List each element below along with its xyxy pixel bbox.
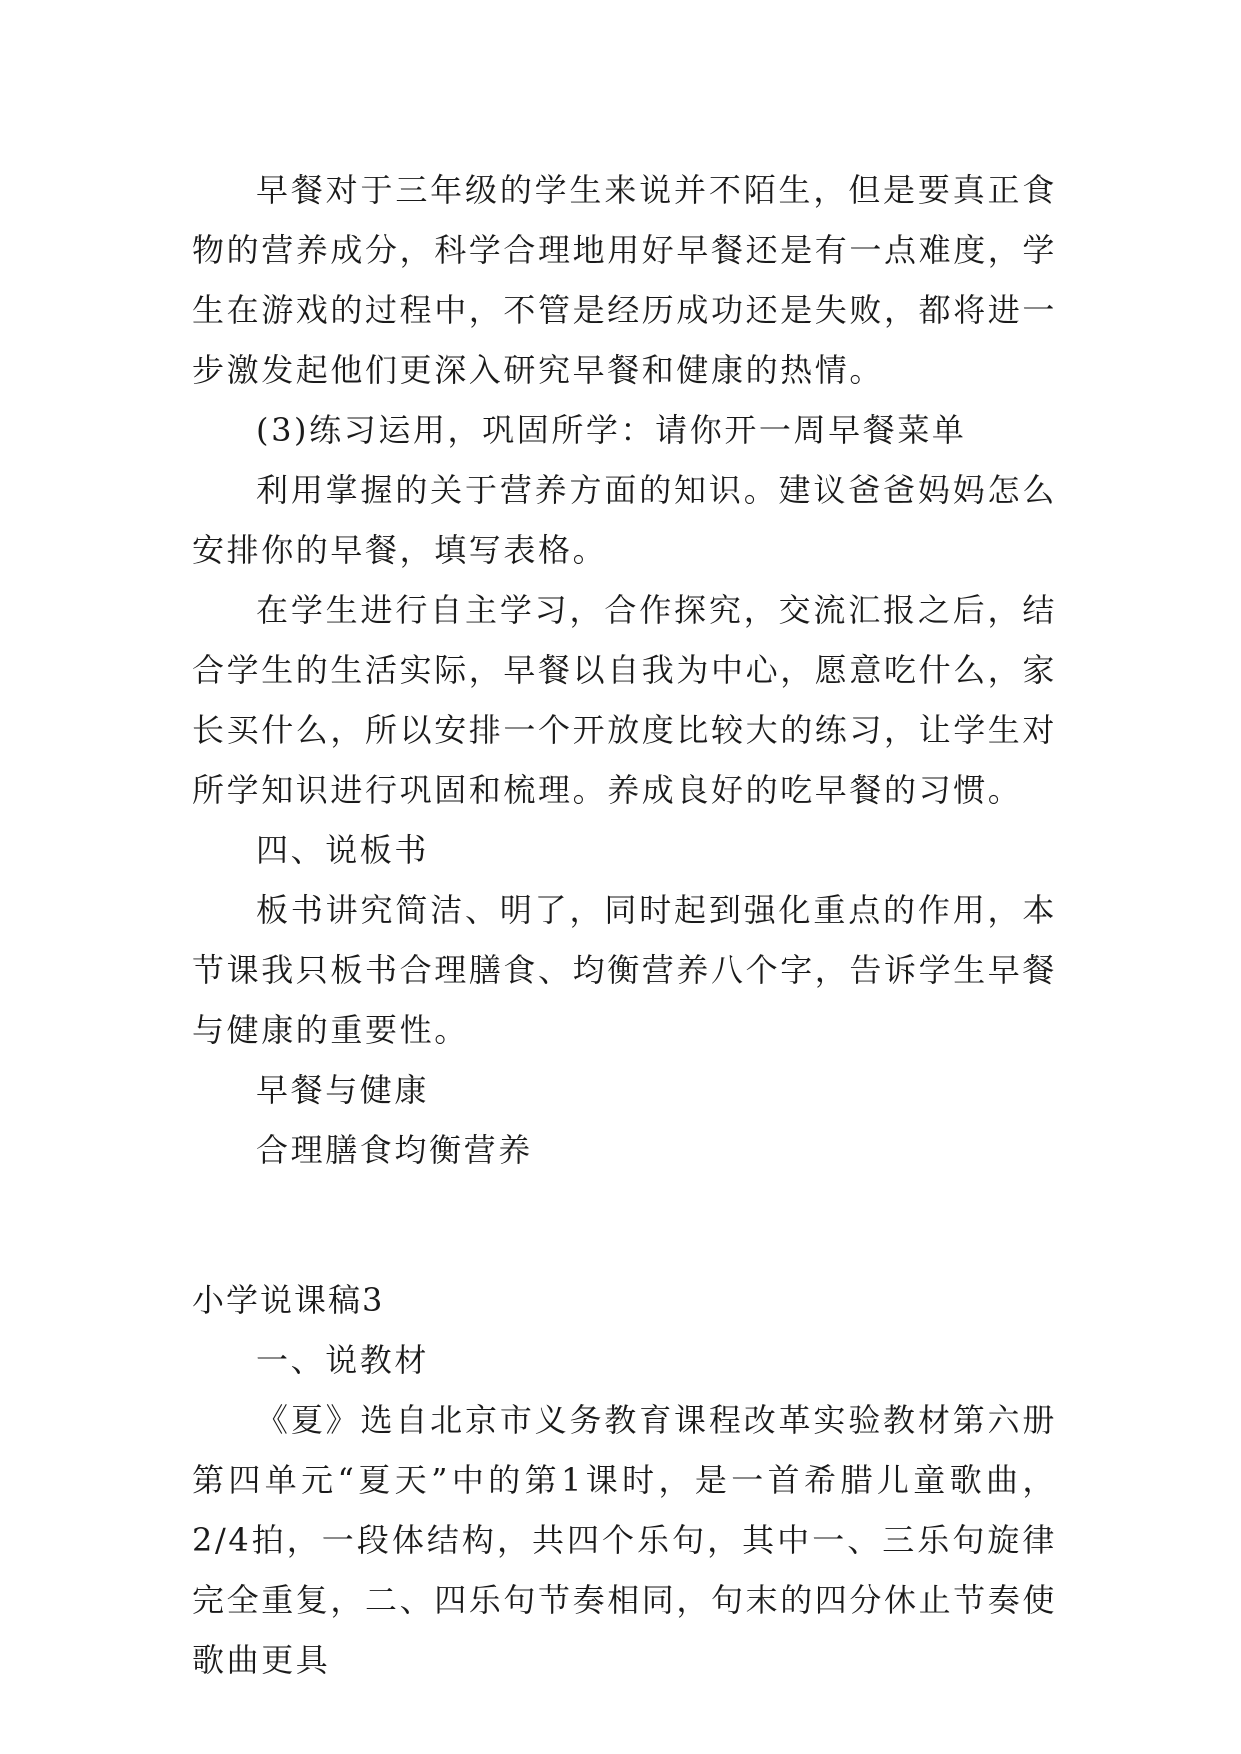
document-page (192, 160, 1057, 1690)
section-title: 小学说课稿3 (192, 1281, 385, 1319)
paragraph-textbook-description: 《夏》选自北京市义务教育课程改革实验教材第六册第四单元“夏天”中的第1课时，是一首希腊儿童歌曲，2/4拍，一段体结构，共四个乐句，其中一、三乐句旋律完全重复，二、四乐句节奏相同，句末的四分休止节奏使歌曲更具 (192, 1401, 1058, 1679)
paragraph-board-heading: 四、说板书 (256, 831, 430, 869)
paragraph-textbook-heading: 一、说教材 (256, 1341, 430, 1379)
section-gap (192, 1180, 1057, 1270)
paragraph-practice-heading: (3)练习运用，巩固所学：请你开一周早餐菜单 (256, 411, 967, 449)
paragraph-nutrition-knowledge: 利用掌握的关于营养方面的知识。建议爸爸妈妈怎么安排你的早餐，填写表格。 (192, 471, 1057, 569)
paragraph-board-line-1: 早餐与健康 (256, 1071, 430, 1109)
paragraph-board-description: 板书讲究简洁、明了，同时起到强化重点的作用，本节课我只板书合理膳食、均衡营养八个字，告诉学生早餐与健康的重要性。 (192, 891, 1058, 1049)
paragraph-breakfast-intro: 早餐对于三年级的学生来说并不陌生，但是要真正食物的营养成分，科学合理地用好早餐还是有一点难度，学生在游戏的过程中，不管是经历成功还是失败，都将进一步激发起他们更深入研究早餐和健康的热情。 (192, 171, 1058, 389)
paragraph-student-learning: 在学生进行自主学习，合作探究，交流汇报之后，结合学生的生活实际，早餐以自我为中心，愿意吃什么，家长买什么，所以安排一个开放度比较大的练习，让学生对所学知识进行巩固和梳理。养成良好的吃早餐的习惯。 (192, 591, 1058, 809)
paragraph-board-line-2: 合理膳食均衡营养 (256, 1131, 533, 1169)
